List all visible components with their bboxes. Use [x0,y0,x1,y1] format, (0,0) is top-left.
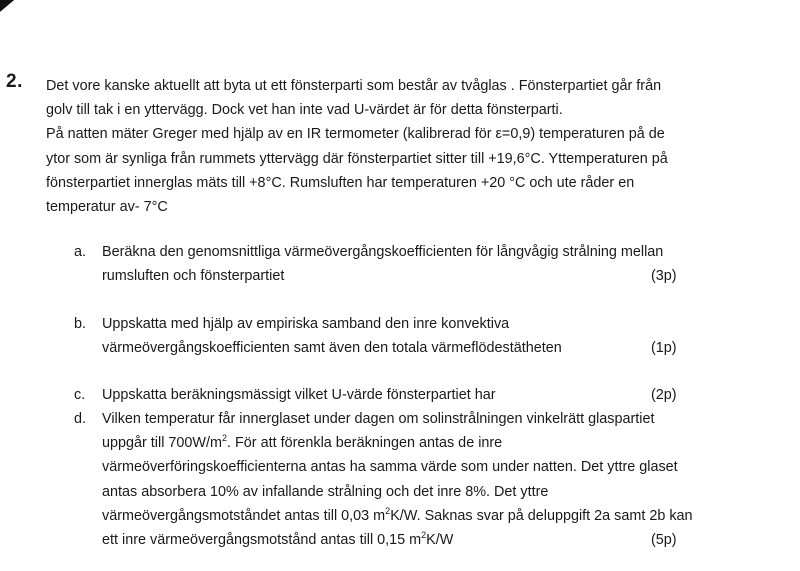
subquestion-text [102,312,782,360]
subquestion-letter: a. [74,244,87,260]
intro-line: temperatur av- 7°C [46,199,168,216]
subquestion-line [102,431,782,455]
points-label: (2p) [651,387,677,403]
scan-corner-mark [0,0,19,15]
intro-line: Det vore kanske aktuellt att byta ut ett fönsterparti som består av tvåglas . Fönsterpartiet går från [46,78,662,94]
intro-line: golv till tak i en yttervägg. Dock vet han inte vad U-värdet är för detta fönsterparti. [46,102,563,119]
points-label: (5p) [651,532,677,549]
subquestion-line: antas absorbera 10% av infallande strålning och det inre 8%. Det yttre [102,483,549,500]
subquestion-line: Uppskatta med hjälp av empiriska samband den inre konvektiva [102,316,510,332]
line-text: K/W [426,532,454,549]
line-text: ett inre värmeövergångsmotstånd antas till 0,15 m [102,532,422,549]
line-text: uppgår till 700W/m [102,435,222,452]
subquestion-line: Beräkna den genomsnittliga värmeövergångskoefficienten för långvågig strålning mellan [102,244,664,260]
subquestion-text [102,240,782,288]
subquestion-text [102,383,782,407]
subquestion-line [102,504,782,528]
subquestion-line [102,383,782,407]
subquestion-line: värmeöverföringskoefficienterna antas ha samma värde som under natten. Det yttre glaset [102,459,678,476]
subquestion-line-text: rumsluften och fönsterpartiet [102,268,285,285]
superscript: 2 [385,505,391,516]
subquestion-line [102,264,782,288]
intro-line: ytor som är synliga från rummets yttervägg där fönsterpartiet sitter till +19,6°C. Yttemperaturen på [46,150,668,167]
intro-line: På natten mäter Greger med hjälp av en IR termometer (kalibrerad för ε=0,9) temperaturen på de [46,126,665,143]
question-number: 2. [6,71,23,92]
subquestion-line-text: Uppskatta beräkningsmässigt vilket U-värde fönsterpartiet har [102,387,496,403]
line-text: . För att förenkla beräkningen antas de inre [227,435,503,452]
points-label: (3p) [651,268,677,285]
subquestion-line [102,336,782,360]
superscript: 2 [221,433,227,444]
intro-line: fönsterpartiet innerglas mäts till +8°C. Rumsluften har temperaturen +20 °C och ute råder en [46,174,635,191]
subquestion-line [102,528,782,552]
subquestion-line: Vilken temperatur får innerglaset under dagen om solinstrålningen vinkelrätt glaspartiet [102,411,655,427]
question-intro [46,74,786,219]
subquestion-letter: b. [74,316,87,332]
superscript: 2 [421,530,427,541]
subquestion-letter: d. [74,411,87,427]
line-text: värmeövergångsmotståndet antas till 0,03 m [102,507,386,524]
points-label: (1p) [651,340,677,357]
subquestion-letter: c. [74,387,86,403]
subquestion-text [102,407,782,552]
line-text: K/W. Saknas svar på deluppgift 2a samt 2b kan [390,507,693,524]
subquestion-line-text: värmeövergångskoefficienten samt även den totala värmeflödestätheten [102,340,562,357]
